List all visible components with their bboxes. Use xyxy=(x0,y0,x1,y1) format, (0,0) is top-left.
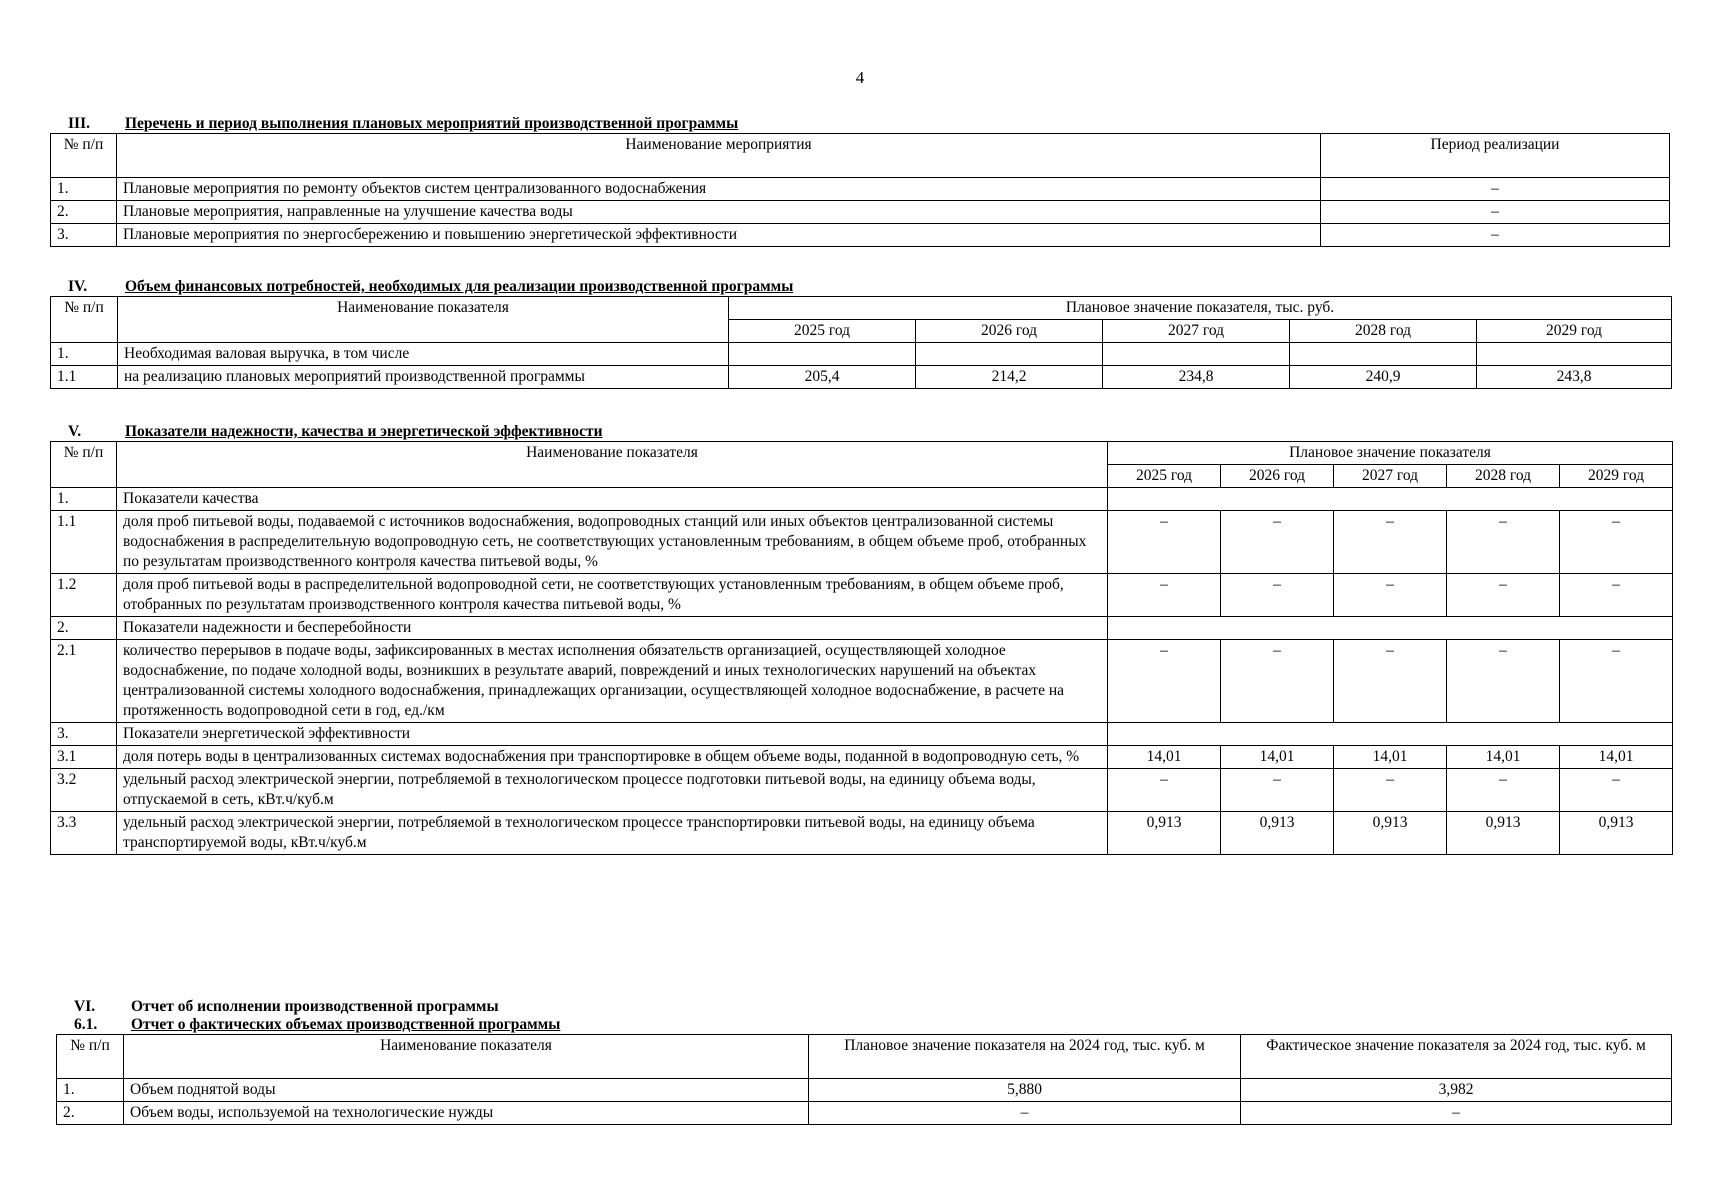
table-header-row xyxy=(57,1035,1672,1079)
row-no: 3.3 xyxy=(51,812,117,855)
section-3-title xyxy=(50,115,1670,133)
table-row xyxy=(51,574,1673,617)
row-value: 14,01 xyxy=(1560,746,1673,769)
row-value: 14,01 xyxy=(1108,746,1221,769)
row-value: 14,01 xyxy=(1334,746,1447,769)
row-value: – xyxy=(1221,640,1334,723)
header-fact: Фактическое значение показателя за 2024 год, тыс. куб. м xyxy=(1241,1035,1672,1079)
row-value: – xyxy=(1447,640,1560,723)
row-value: – xyxy=(1560,769,1673,812)
row-empty xyxy=(1108,617,1673,640)
row-no: 1. xyxy=(51,178,117,201)
row-name: Объем воды, используемой на технологические нужды xyxy=(124,1102,809,1125)
group-row xyxy=(51,617,1673,640)
header-year: 2029 год xyxy=(1477,320,1672,343)
row-name: количество перерывов в подаче воды, зафиксированных в местах исполнения обязательств организацией, осуществляющей холодное водоснабжение, по подаче холодной воды, возникших в результате аварий, повреждений и иных технологических нарушений на объектах централизованной системы холодного водоснабжения, принадлежащих организации, осуществляющей холодное водоснабжение, в расчете на протяженность водопроводной сети в год, ед./км xyxy=(117,640,1108,723)
row-value: 214,2 xyxy=(916,366,1103,389)
row-name: Показатели качества xyxy=(117,488,1108,511)
row-name: доля потерь воды в централизованных системах водоснабжения при транспортировке в общем объеме воды, поданной в водопроводную сеть, % xyxy=(117,746,1108,769)
row-value: 234,8 xyxy=(1103,366,1290,389)
row-value: 0,913 xyxy=(1221,812,1334,855)
row-value: – xyxy=(1108,574,1221,617)
row-empty xyxy=(1108,488,1673,511)
row-value xyxy=(1290,343,1477,366)
section-6-number: VI. xyxy=(74,998,96,1015)
table-row xyxy=(51,201,1670,224)
header-no: № п/п xyxy=(51,134,117,178)
header-plan-group: Плановое значение показателя xyxy=(1108,442,1673,465)
header-no: № п/п xyxy=(51,297,118,343)
page-number: 4 xyxy=(855,68,865,87)
row-value: 0,913 xyxy=(1447,812,1560,855)
row-no: 1. xyxy=(51,343,118,366)
section-3 xyxy=(50,115,1670,247)
header-name: Наименование показателя xyxy=(117,442,1108,488)
header-period: Период реализации xyxy=(1321,134,1670,178)
row-value: – xyxy=(1560,574,1673,617)
row-value xyxy=(1103,343,1290,366)
table-row xyxy=(51,178,1670,201)
header-year: 2026 год xyxy=(916,320,1103,343)
header-name: Наименование показателя xyxy=(118,297,729,343)
section-6-1-number: 6.1. xyxy=(74,1016,98,1033)
table-row xyxy=(57,1102,1672,1125)
section-3-heading: Перечень и период выполнения плановых мероприятий производственной программы xyxy=(125,115,739,132)
section-5-number: V. xyxy=(68,423,82,440)
row-value xyxy=(916,343,1103,366)
row-name: доля проб питьевой воды в распределительной водопроводной сети, не соответствующих установленным требованиям, в общем объеме проб, отобранных по результатам производственного контроля качества питьевой воды, % xyxy=(117,574,1108,617)
row-plan: – xyxy=(809,1102,1241,1125)
row-no: 1.2 xyxy=(51,574,117,617)
section-4-number: IV. xyxy=(68,278,88,295)
row-value: 14,01 xyxy=(1447,746,1560,769)
table-row xyxy=(51,343,1672,366)
header-year: 2027 год xyxy=(1103,320,1290,343)
group-row xyxy=(51,723,1673,746)
table-row xyxy=(51,640,1673,723)
section-6-title xyxy=(56,998,1672,1016)
row-no: 1. xyxy=(57,1079,124,1102)
table-row xyxy=(51,511,1673,574)
header-name: Наименование показателя xyxy=(124,1035,809,1079)
row-no: 3.2 xyxy=(51,769,117,812)
row-value: 0,913 xyxy=(1108,812,1221,855)
table-row xyxy=(51,769,1673,812)
header-plan-group: Плановое значение показателя, тыс. руб. xyxy=(729,297,1672,320)
row-value: – xyxy=(1447,769,1560,812)
row-value: 240,9 xyxy=(1290,366,1477,389)
row-no: 2. xyxy=(57,1102,124,1125)
row-value xyxy=(1477,343,1672,366)
row-value xyxy=(729,343,916,366)
header-year: 2025 год xyxy=(729,320,916,343)
row-value: – xyxy=(1334,511,1447,574)
row-name: Объем поднятой воды xyxy=(124,1079,809,1102)
row-no: 2. xyxy=(51,617,117,640)
row-no: 3. xyxy=(51,723,117,746)
header-no: № п/п xyxy=(57,1035,124,1079)
table-row xyxy=(51,812,1673,855)
header-year: 2028 год xyxy=(1447,465,1560,488)
section-6-table xyxy=(56,1034,1672,1125)
row-value: – xyxy=(1334,640,1447,723)
header-year: 2026 год xyxy=(1221,465,1334,488)
row-no: 2.1 xyxy=(51,640,117,723)
section-6-1-heading: Отчет о фактических объемах производственной программы xyxy=(131,1016,561,1033)
row-value: 14,01 xyxy=(1221,746,1334,769)
row-value: – xyxy=(1560,511,1673,574)
row-value: – xyxy=(1108,640,1221,723)
row-value: – xyxy=(1447,574,1560,617)
section-4-title xyxy=(50,278,1672,296)
section-4 xyxy=(50,278,1672,389)
row-fact: 3,982 xyxy=(1241,1079,1672,1102)
row-period: – xyxy=(1321,178,1670,201)
section-5 xyxy=(50,423,1673,855)
row-no: 3. xyxy=(51,224,117,247)
row-empty xyxy=(1108,723,1673,746)
header-name: Наименование мероприятия xyxy=(117,134,1321,178)
row-value: 0,913 xyxy=(1334,812,1447,855)
header-year: 2025 год xyxy=(1108,465,1221,488)
header-year: 2027 год xyxy=(1334,465,1447,488)
section-3-number: III. xyxy=(68,115,90,132)
row-name: удельный расход электрической энергии, потребляемой в технологическом процессе транспортировки питьевой воды, на единицу объема транспортируемой воды, кВт.ч/куб.м xyxy=(117,812,1108,855)
header-year: 2029 год xyxy=(1560,465,1673,488)
row-value: 205,4 xyxy=(729,366,916,389)
section-5-table xyxy=(50,441,1673,855)
row-value: 243,8 xyxy=(1477,366,1672,389)
table-row xyxy=(51,746,1673,769)
row-name: Плановые мероприятия по энергосбережению и повышению энергетической эффективности xyxy=(117,224,1321,247)
table-header-row xyxy=(51,134,1670,178)
section-5-title xyxy=(50,423,1673,441)
row-period: – xyxy=(1321,224,1670,247)
row-no: 1.1 xyxy=(51,366,118,389)
section-5-heading: Показатели надежности, качества и энергетической эффективности xyxy=(125,423,603,440)
row-no: 1.1 xyxy=(51,511,117,574)
row-name: Показатели надежности и бесперебойности xyxy=(117,617,1108,640)
table-row xyxy=(51,366,1672,389)
section-6-1-title xyxy=(56,1016,1672,1034)
section-3-table xyxy=(50,133,1670,247)
row-no: 3.1 xyxy=(51,746,117,769)
row-value: – xyxy=(1108,769,1221,812)
table-header-row xyxy=(51,297,1672,320)
row-value: – xyxy=(1334,574,1447,617)
row-value: – xyxy=(1221,769,1334,812)
row-fact: – xyxy=(1241,1102,1672,1125)
row-name: доля проб питьевой воды, подаваемой с источников водоснабжения, водопроводных станций или иных объектов централизованной системы водоснабжения в распределительную водопроводную сеть, не соответствующих установленным требованиям, в общем объеме проб, отобранных по результатам производственного контроля качества питьевой воды, % xyxy=(117,511,1108,574)
table-header-row xyxy=(51,442,1673,465)
row-name: Показатели энергетической эффективности xyxy=(117,723,1108,746)
group-row xyxy=(51,488,1673,511)
row-value: 0,913 xyxy=(1560,812,1673,855)
row-period: – xyxy=(1321,201,1670,224)
table-row xyxy=(57,1079,1672,1102)
row-value: – xyxy=(1560,640,1673,723)
row-value: – xyxy=(1108,511,1221,574)
row-name: на реализацию плановых мероприятий производственной программы xyxy=(118,366,729,389)
header-no: № п/п xyxy=(51,442,117,488)
row-value: – xyxy=(1221,511,1334,574)
section-4-table xyxy=(50,296,1672,389)
row-no: 2. xyxy=(51,201,117,224)
row-value: – xyxy=(1447,511,1560,574)
row-no: 1. xyxy=(51,488,117,511)
section-6-heading: Отчет об исполнении производственной программы xyxy=(131,998,499,1015)
section-4-heading: Объем финансовых потребностей, необходимых для реализации производственной программы xyxy=(125,278,794,295)
row-name: Плановые мероприятия, направленные на улучшение качества воды xyxy=(117,201,1321,224)
table-row xyxy=(51,224,1670,247)
row-name: удельный расход электрической энергии, потребляемой в технологическом процессе подготовки питьевой воды, на единицу объема воды, отпускаемой в сеть, кВт.ч/куб.м xyxy=(117,769,1108,812)
row-name: Плановые мероприятия по ремонту объектов систем централизованного водоснабжения xyxy=(117,178,1321,201)
section-6 xyxy=(56,998,1672,1125)
header-plan: Плановое значение показателя на 2024 год, тыс. куб. м xyxy=(809,1035,1241,1079)
row-name: Необходимая валовая выручка, в том числе xyxy=(118,343,729,366)
header-year: 2028 год xyxy=(1290,320,1477,343)
row-value: – xyxy=(1221,574,1334,617)
row-value: – xyxy=(1334,769,1447,812)
row-plan: 5,880 xyxy=(809,1079,1241,1102)
